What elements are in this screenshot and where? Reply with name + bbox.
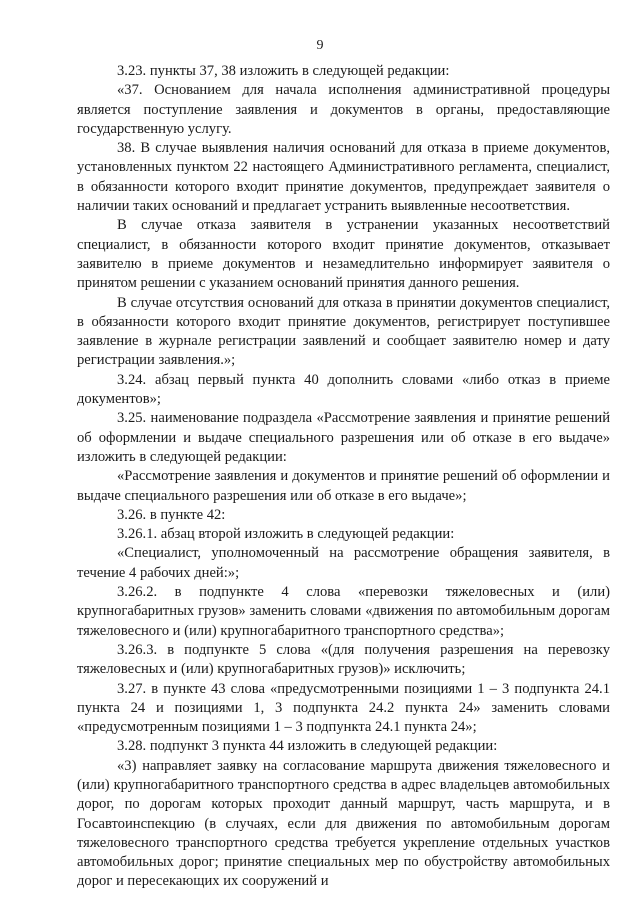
paragraph-3-26-3: 3.26.3. в подпункте 5 слова «(для получения разрешения на перевозку тяжеловесных и (или) крупногабаритных грузов)» исключить; xyxy=(77,641,610,678)
paragraph-3-26-2: 3.26.2. в подпункте 4 слова «перевозки тяжеловесных и (или) крупногабаритных грузов» заменить словами «движения по автомобильным дорогам тяжеловесного и (или) крупногабаритного транспортного средства»; xyxy=(77,584,610,639)
paragraph-38: 38. В случае выявления наличия оснований для отказа в приеме документов, установленных пунктом 22 настоящего Административного регламента, специалист, в обязанности которого входит принятие документов, предупреждает заявителя о наличии таких оснований и предлагает устранить выявленные несоответствия. xyxy=(77,140,610,215)
paragraph-3-26: 3.26. в пункте 42: xyxy=(117,506,226,523)
paragraph-refusal: В случае отказа заявителя в устранении указанных несоответствий специалист, в обязанности которого входит принятие документов, отказывает заявителю в приеме документов и незамедлительно информирует заявителя о принятом решении с указанием оснований принятия данного решения. xyxy=(77,217,610,292)
paragraph-specialist: «Специалист, уполномоченный на рассмотрение обращения заявителя, в течение 4 рабочих дней:»; xyxy=(77,545,610,581)
page-number: 9 xyxy=(316,38,324,53)
paragraph-3-27: 3.27. в пункте 43 слова «предусмотренными позициями 1 – 3 подпункта 24.1 пункта 24 и позициями 1, 3 подпункта 24.2 пункта 24» заменить словами «предусмотренным позициями 1 – 3 подпункта 24.1 пункта 24»; xyxy=(77,680,610,736)
paragraph-3-25: 3.25. наименование подраздела «Рассмотрение заявления и принятие решений об оформлении и выдаче специального разрешения или об отказе в его выдаче» изложить в следующей редакции: xyxy=(77,410,610,465)
paragraph-3-28: 3.28. подпункт 3 пункта 44 изложить в следующей редакции: xyxy=(117,738,498,755)
paragraph-3-24: 3.24. абзац первый пункта 40 дополнить словами «либо отказ в приеме документов»; xyxy=(77,371,610,408)
paragraph-registration: В случае отсутствия оснований для отказа в принятии документов специалист, в обязанности которого входит принятие документов, регистрирует поступившее заявление в журнале регистрации заявлений и сообщает заявителю номер и дату регистрации заявления.»; xyxy=(77,294,610,369)
document-body xyxy=(77,62,610,892)
paragraph-3-26-1: 3.26.1. абзац второй изложить в следующей редакции: xyxy=(117,526,455,543)
paragraph-subitem-3: «3) направляет заявку на согласование маршрута движения тяжеловесного и (или) крупногабаритного транспортного средства в адрес владельцев автомобильных дорог, по дорогам которых проходит данный маршрут, часть маршрута, и в Госавтоинспекцию (в случаях, если для движения по автомобильным дорогам тяжеловесного транспортного средства требуется укрепление отдельных участков автомобильных дорог; принятие специальных мер по обустройству автомобильных дорог и пересекающих их сооружений и xyxy=(77,757,610,890)
paragraph-3-23: 3.23. пункты 37, 38 изложить в следующей редакции: xyxy=(117,63,450,79)
paragraph-37: «37. Основанием для начала исполнения административной процедуры является поступление заявления и документов в органы, предоставляющие государственную услугу. xyxy=(77,82,610,137)
paragraph-subsection-title: «Рассмотрение заявления и документов и принятие решений об оформлении и выдаче специального разрешения или об отказе в его выдаче»; xyxy=(77,468,610,504)
